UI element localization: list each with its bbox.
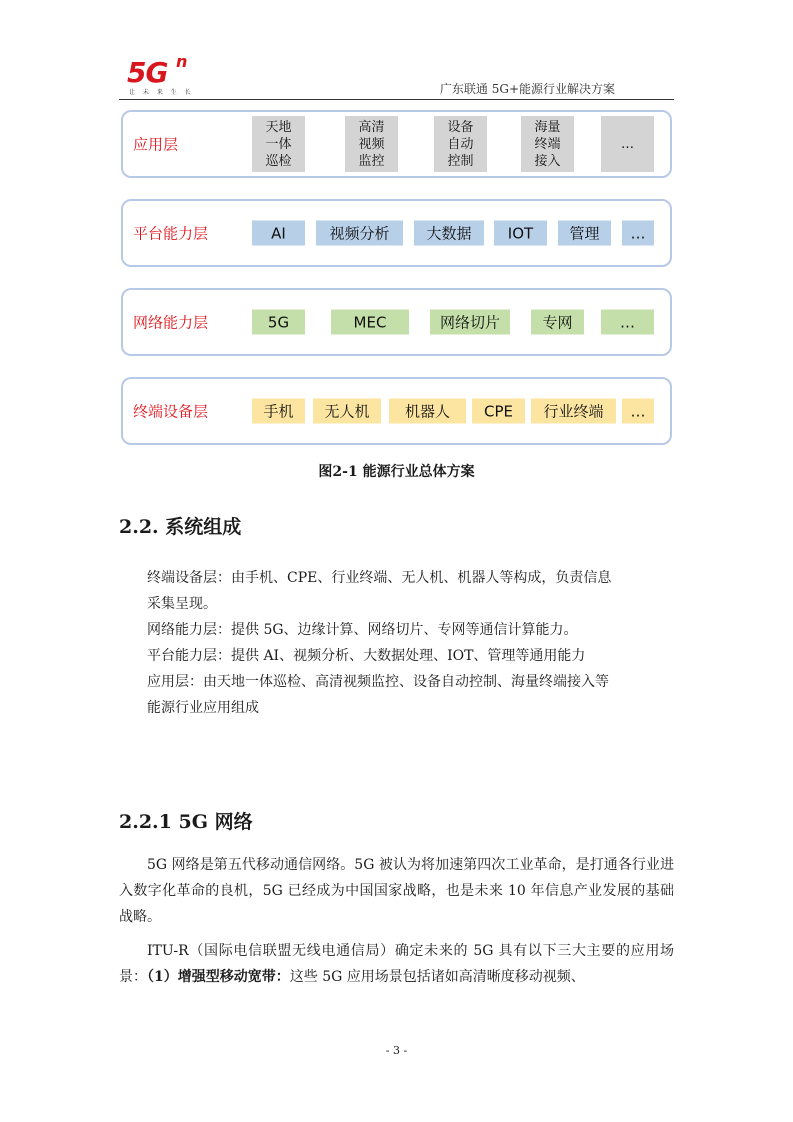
layer-label: 应用层 (133, 135, 179, 154)
box-line: 海量 (534, 119, 561, 135)
box-line: 一体 (265, 136, 292, 152)
logo-slogan: 让 未 来 生 长 (129, 89, 194, 96)
platform-box-video-analysis: 视频分析 (316, 221, 403, 246)
logo (127, 52, 207, 98)
platform-box-management: 管理 (558, 221, 611, 246)
network-box-mec: MEC (331, 310, 409, 335)
logo-text: 5G (127, 56, 168, 89)
terminal-box-more: … (622, 399, 654, 424)
section-heading-2-2-1: 2.2.1 5G 网络 (119, 811, 253, 833)
box-line: 监控 (358, 153, 385, 169)
platform-box-ai: AI (252, 221, 305, 246)
terminal-box-phone: 手机 (252, 399, 305, 424)
body-line: 网络能力层：提供 5G、边缘计算、网络切片、专网等通信计算能力。 (147, 622, 578, 638)
box-line: 控制 (447, 153, 474, 169)
network-box-more: … (601, 310, 654, 335)
figure-caption: 图2-1 能源行业总体方案 (318, 464, 475, 480)
layer-terminal (121, 377, 672, 445)
body-line: 平台能力层：提供 AI、视频分析、大数据处理、IOT、管理等通用能力 (147, 648, 586, 664)
body-line: 采集呈现。 (147, 596, 217, 612)
platform-box-more: … (622, 221, 654, 246)
network-box-slicing: 网络切片 (430, 310, 510, 335)
body-line: 终端设备层：由手机、CPE、行业终端、无人机、机器人等构成，负责信息 (147, 570, 612, 586)
page-number: - 3 - (385, 1044, 408, 1057)
header-title: 广东联通 5G+能源行业解决方案 (439, 82, 615, 96)
platform-box-big-data: 大数据 (414, 221, 484, 246)
body-line: 能源行业应用组成 (147, 700, 259, 716)
logo-superscript: n (176, 52, 188, 71)
header-divider (119, 99, 674, 100)
box-line: 终端 (534, 136, 561, 152)
app-box-inspection (252, 116, 305, 172)
terminal-box-drone: 无人机 (313, 399, 381, 424)
platform-box-iot: IOT (494, 221, 547, 246)
terminal-box-robot: 机器人 (389, 399, 466, 424)
paragraph (119, 938, 674, 990)
body-line: 应用层：由天地一体巡检、高清视频监控、设备自动控制、海量终端接入等 (147, 674, 609, 690)
layer-label: 终端设备层 (133, 402, 209, 421)
app-box-terminal-access (521, 116, 574, 172)
box-line: 高清 (358, 119, 385, 135)
box-line: 设备 (447, 119, 474, 135)
app-box-more (601, 116, 654, 172)
box-line: … (621, 136, 634, 152)
terminal-box-industry-terminal: 行业终端 (531, 399, 616, 424)
text-run: 这些 5G 应用场景包括诸如高清晰度移动视频、 (289, 969, 585, 985)
section-heading-2-2: 2.2. 系统组成 (119, 516, 242, 538)
network-box-private-network: 专网 (531, 310, 584, 335)
app-box-device-control (434, 116, 487, 172)
box-line: 接入 (534, 153, 561, 169)
layer-application (121, 110, 672, 178)
paragraph: 5G 网络是第五代移动通信网络。5G 被认为将加速第四次工业革命，是打通各行业进入数字化革命的良机，5G 已经成为中国国家战略，也是未来 10 年信息产业发展的基础战略。 (119, 857, 674, 925)
box-line: 视频 (358, 136, 385, 152)
box-line: 巡检 (265, 153, 292, 169)
section-2-2-1-body (119, 852, 674, 990)
layer-network (121, 288, 672, 356)
section-2-2-body (119, 565, 674, 721)
app-box-video-monitoring (345, 116, 398, 172)
layer-label: 平台能力层 (133, 224, 209, 243)
box-line: 自动 (447, 136, 474, 152)
network-box-5g: 5G (252, 310, 305, 335)
bold-text-run: （1）增强型移动宽带： (147, 969, 290, 985)
layer-platform (121, 199, 672, 267)
box-line: 天地 (265, 119, 292, 135)
terminal-box-cpe: CPE (472, 399, 525, 424)
text-run: ITU-R（国际电信联盟无线电通信局）确定未来的 5G 具有以下三大主要的应用场景： (119, 943, 674, 985)
layer-label: 网络能力层 (133, 313, 209, 332)
